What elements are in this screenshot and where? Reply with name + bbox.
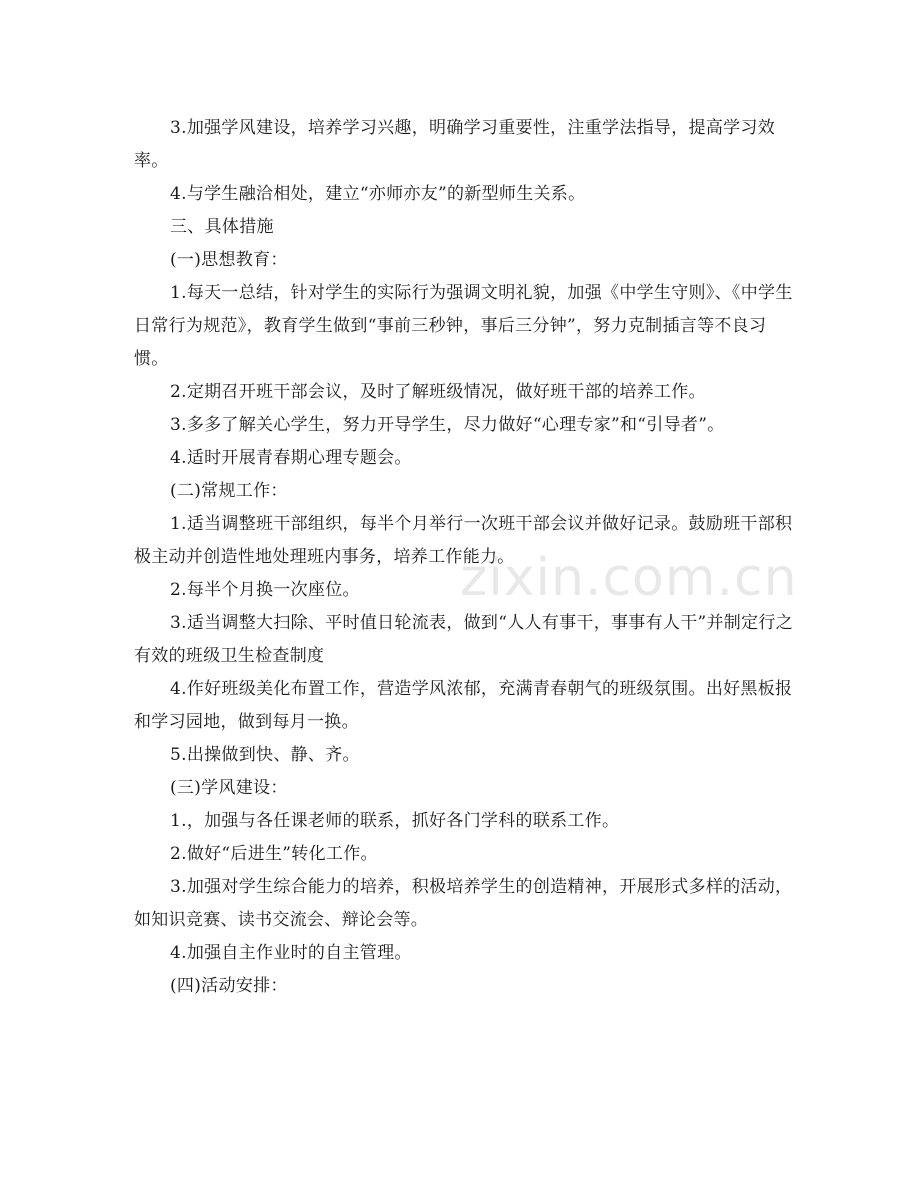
paragraph: 3.适当调整大扫除、平时值日轮流表，做到“人人有事干，事事有人干”并制定行之有效的班级卫生检查制度 <box>134 613 793 666</box>
paragraph: 3.加强学风建设，培养学习兴趣，明确学习重要性，注重学法指导，提高学习效率。 <box>134 118 776 171</box>
subsection-heading: (三)学风建设： <box>170 778 288 798</box>
subsection-heading: (四)活动安排： <box>170 976 288 996</box>
paragraph: 3.加强对学生综合能力的培养，积极培养学生的创造精神，开展形式多样的活动，如知识竞赛、读书交流会、辩论会等。 <box>134 877 793 930</box>
subsection-heading: (二)常规工作： <box>170 481 288 501</box>
paragraph: 4.作好班级美化布置工作，营造学风浓郁，充满青春朝气的班级氛围。出好黑板报和学习园地，做到每月一换。 <box>134 679 793 732</box>
watermark: zixin.com.cn <box>460 548 798 608</box>
paragraph: 4.加强自主作业时的自主管理。 <box>170 943 412 963</box>
paragraph: 2.做好“后进生”转化工作。 <box>170 844 378 864</box>
subsection-heading: (一)思想教育： <box>170 250 288 270</box>
paragraph: 2.定期召开班干部会议，及时了解班级情况，做好班干部的培养工作。 <box>170 382 706 402</box>
paragraph: 3.多多了解关心学生，努力开导学生，尽力做好“心理专家”和“引导者”。 <box>170 415 725 435</box>
paragraph: 1.每天一总结，针对学生的实际行为强调文明礼貌，加强《中学生守则》、《中学生日常行为规范》，教育学生做到“事前三秒钟，事后三分钟”，努力克制插言等不良习惯。 <box>134 283 793 369</box>
paragraph: 1.，加强与各任课老师的联系，抓好各门学科的联系工作。 <box>170 811 620 831</box>
section-heading: 三、具体措施 <box>170 217 274 237</box>
paragraph: 4.适时开展青春期心理专题会。 <box>170 448 412 468</box>
paragraph: 2.每半个月换一次座位。 <box>170 580 360 600</box>
paragraph: 4.与学生融洽相处，建立“亦师亦友”的新型师生关系。 <box>170 184 586 204</box>
paragraph: 5.出操做到快、静、齐。 <box>170 745 360 765</box>
paragraph: 1.适当调整班干部组织，每半个月举行一次班干部会议并做好记录。鼓励班干部积极主动并创造性地处理班内事务，培养工作能力。 <box>134 514 793 567</box>
document-body <box>134 112 794 1003</box>
